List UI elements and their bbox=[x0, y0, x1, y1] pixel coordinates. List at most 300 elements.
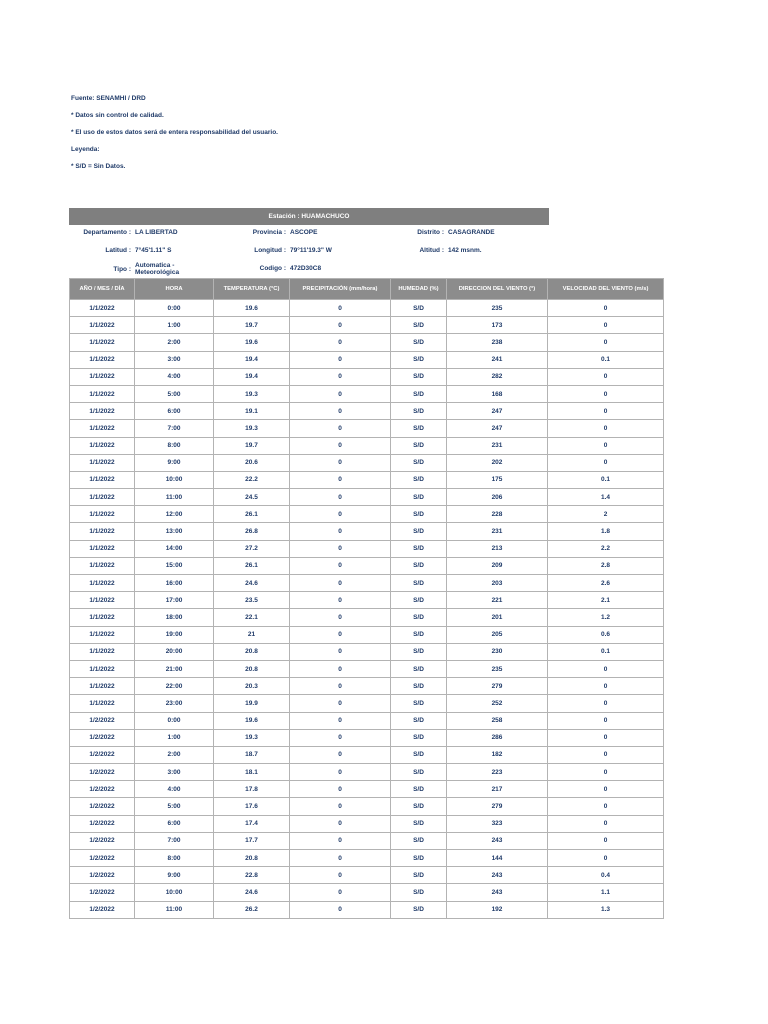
table-row bbox=[70, 420, 664, 437]
cell-humidity: S/D bbox=[391, 901, 447, 918]
cell-hour: 14:00 bbox=[135, 540, 214, 557]
distrito-value: CASAGRANDE bbox=[448, 229, 495, 236]
cell-precipitation: 0 bbox=[290, 867, 391, 884]
cell-precipitation: 0 bbox=[290, 850, 391, 867]
longitud-value: 79°11'19.3" W bbox=[290, 247, 332, 254]
cell-date: 1/2/2022 bbox=[70, 815, 135, 832]
cell-wind-direction: 223 bbox=[447, 764, 548, 781]
table-row bbox=[70, 660, 664, 677]
table-row bbox=[70, 403, 664, 420]
cell-precipitation: 0 bbox=[290, 351, 391, 368]
cell-humidity: S/D bbox=[391, 437, 447, 454]
cell-wind-speed: 0 bbox=[548, 815, 664, 832]
cell-precipitation: 0 bbox=[290, 695, 391, 712]
table-row bbox=[70, 609, 664, 626]
cell-temperature: 19.7 bbox=[214, 437, 290, 454]
cell-wind-speed: 0 bbox=[548, 798, 664, 815]
cell-temperature: 21 bbox=[214, 626, 290, 643]
cell-hour: 23:00 bbox=[135, 695, 214, 712]
cell-humidity: S/D bbox=[391, 351, 447, 368]
cell-precipitation: 0 bbox=[290, 437, 391, 454]
cell-temperature: 19.3 bbox=[214, 385, 290, 402]
cell-wind-speed: 0.1 bbox=[548, 643, 664, 660]
cell-wind-speed: 0 bbox=[548, 764, 664, 781]
cell-precipitation: 0 bbox=[290, 489, 391, 506]
cell-date: 1/2/2022 bbox=[70, 901, 135, 918]
cell-date: 1/1/2022 bbox=[70, 660, 135, 677]
cell-wind-speed: 0 bbox=[548, 437, 664, 454]
cell-humidity: S/D bbox=[391, 643, 447, 660]
latitud-value: 7°45'1.11" S bbox=[135, 247, 172, 254]
cell-wind-direction: 243 bbox=[447, 832, 548, 849]
cell-hour: 19:00 bbox=[135, 626, 214, 643]
cell-date: 1/1/2022 bbox=[70, 454, 135, 471]
table-row bbox=[70, 901, 664, 918]
cell-precipitation: 0 bbox=[290, 368, 391, 385]
cell-precipitation: 0 bbox=[290, 317, 391, 334]
table-row bbox=[70, 557, 664, 574]
cell-humidity: S/D bbox=[391, 695, 447, 712]
cell-date: 1/1/2022 bbox=[70, 300, 135, 317]
table-row bbox=[70, 746, 664, 763]
cell-wind-direction: 238 bbox=[447, 334, 548, 351]
table-row bbox=[70, 540, 664, 557]
cell-temperature: 20.8 bbox=[214, 660, 290, 677]
cell-hour: 6:00 bbox=[135, 815, 214, 832]
cell-humidity: S/D bbox=[391, 523, 447, 540]
cell-temperature: 20.8 bbox=[214, 850, 290, 867]
table-row bbox=[70, 592, 664, 609]
departamento-field bbox=[69, 229, 178, 236]
cell-precipitation: 0 bbox=[290, 557, 391, 574]
cell-precipitation: 0 bbox=[290, 815, 391, 832]
latitud-label: Latitud : bbox=[105, 247, 131, 255]
cell-hour: 22:00 bbox=[135, 678, 214, 695]
cell-humidity: S/D bbox=[391, 540, 447, 557]
cell-date: 1/1/2022 bbox=[70, 489, 135, 506]
cell-wind-direction: 217 bbox=[447, 781, 548, 798]
cell-hour: 1:00 bbox=[135, 729, 214, 746]
cell-hour: 18:00 bbox=[135, 609, 214, 626]
cell-wind-speed: 1.2 bbox=[548, 609, 664, 626]
cell-wind-speed: 0 bbox=[548, 695, 664, 712]
cell-precipitation: 0 bbox=[290, 506, 391, 523]
cell-date: 1/1/2022 bbox=[70, 420, 135, 437]
cell-humidity: S/D bbox=[391, 850, 447, 867]
cell-wind-speed: 0 bbox=[548, 385, 664, 402]
cell-humidity: S/D bbox=[391, 317, 447, 334]
codigo-label: Codigo : bbox=[259, 265, 286, 273]
cell-date: 1/2/2022 bbox=[70, 781, 135, 798]
legend-item: * S/D = Sin Datos. bbox=[71, 163, 126, 170]
cell-wind-direction: 209 bbox=[447, 557, 548, 574]
longitud-field bbox=[219, 247, 332, 254]
cell-hour: 5:00 bbox=[135, 798, 214, 815]
cell-wind-direction: 323 bbox=[447, 815, 548, 832]
cell-humidity: S/D bbox=[391, 454, 447, 471]
cell-temperature: 24.6 bbox=[214, 575, 290, 592]
cell-wind-direction: 235 bbox=[447, 300, 548, 317]
cell-wind-direction: 202 bbox=[447, 454, 548, 471]
table-row bbox=[70, 643, 664, 660]
cell-precipitation: 0 bbox=[290, 729, 391, 746]
altitud-value: 142 msnm. bbox=[448, 247, 482, 254]
header-wind-direction: DIRECCION DEL VIENTO (°) bbox=[447, 279, 548, 300]
cell-precipitation: 0 bbox=[290, 901, 391, 918]
cell-date: 1/1/2022 bbox=[70, 609, 135, 626]
cell-humidity: S/D bbox=[391, 575, 447, 592]
cell-humidity: S/D bbox=[391, 403, 447, 420]
cell-temperature: 26.8 bbox=[214, 523, 290, 540]
header-date: AÑO / MES / DÍA bbox=[70, 279, 135, 300]
cell-hour: 4:00 bbox=[135, 781, 214, 798]
tipo-field bbox=[69, 262, 179, 276]
cell-hour: 3:00 bbox=[135, 351, 214, 368]
cell-date: 1/1/2022 bbox=[70, 506, 135, 523]
cell-precipitation: 0 bbox=[290, 626, 391, 643]
quality-note: * Datos sin control de calidad. bbox=[71, 112, 164, 119]
cell-precipitation: 0 bbox=[290, 678, 391, 695]
cell-precipitation: 0 bbox=[290, 832, 391, 849]
cell-temperature: 22.8 bbox=[214, 867, 290, 884]
altitud-label: Altitud : bbox=[419, 247, 444, 255]
cell-humidity: S/D bbox=[391, 867, 447, 884]
cell-wind-direction: 173 bbox=[447, 317, 548, 334]
cell-temperature: 19.1 bbox=[214, 403, 290, 420]
cell-hour: 4:00 bbox=[135, 368, 214, 385]
cell-hour: 21:00 bbox=[135, 660, 214, 677]
header-temperature: TEMPERATURA (°C) bbox=[214, 279, 290, 300]
cell-hour: 7:00 bbox=[135, 420, 214, 437]
table-row bbox=[70, 815, 664, 832]
cell-date: 1/1/2022 bbox=[70, 626, 135, 643]
table-row bbox=[70, 764, 664, 781]
cell-date: 1/1/2022 bbox=[70, 523, 135, 540]
cell-wind-speed: 0 bbox=[548, 317, 664, 334]
cell-wind-speed: 0 bbox=[548, 403, 664, 420]
table-row bbox=[70, 850, 664, 867]
cell-date: 1/1/2022 bbox=[70, 368, 135, 385]
table-row bbox=[70, 798, 664, 815]
cell-humidity: S/D bbox=[391, 660, 447, 677]
cell-wind-speed: 0.1 bbox=[548, 351, 664, 368]
cell-wind-speed: 0 bbox=[548, 850, 664, 867]
cell-date: 1/2/2022 bbox=[70, 884, 135, 901]
cell-wind-speed: 0 bbox=[548, 420, 664, 437]
cell-hour: 0:00 bbox=[135, 712, 214, 729]
table-row bbox=[70, 385, 664, 402]
cell-wind-direction: 205 bbox=[447, 626, 548, 643]
cell-hour: 20:00 bbox=[135, 643, 214, 660]
cell-wind-direction: 228 bbox=[447, 506, 548, 523]
cell-wind-speed: 0 bbox=[548, 678, 664, 695]
cell-wind-direction: 279 bbox=[447, 678, 548, 695]
cell-date: 1/1/2022 bbox=[70, 592, 135, 609]
cell-date: 1/1/2022 bbox=[70, 334, 135, 351]
cell-date: 1/1/2022 bbox=[70, 695, 135, 712]
cell-humidity: S/D bbox=[391, 815, 447, 832]
cell-date: 1/2/2022 bbox=[70, 867, 135, 884]
cell-wind-speed: 2.6 bbox=[548, 575, 664, 592]
cell-wind-direction: 279 bbox=[447, 798, 548, 815]
table-row bbox=[70, 454, 664, 471]
table-row bbox=[70, 575, 664, 592]
table-row bbox=[70, 317, 664, 334]
cell-wind-speed: 0 bbox=[548, 832, 664, 849]
header-precipitation: PRECIPITACIÓN (mm/hora) bbox=[290, 279, 391, 300]
cell-temperature: 17.6 bbox=[214, 798, 290, 815]
cell-date: 1/2/2022 bbox=[70, 764, 135, 781]
tipo-value-line2: Meteorológica bbox=[135, 269, 180, 276]
cell-humidity: S/D bbox=[391, 471, 447, 488]
cell-date: 1/2/2022 bbox=[70, 798, 135, 815]
cell-hour: 3:00 bbox=[135, 764, 214, 781]
cell-temperature: 19.6 bbox=[214, 334, 290, 351]
cell-temperature: 27.2 bbox=[214, 540, 290, 557]
cell-hour: 0:00 bbox=[135, 300, 214, 317]
cell-wind-direction: 286 bbox=[447, 729, 548, 746]
cell-humidity: S/D bbox=[391, 489, 447, 506]
table-row bbox=[70, 781, 664, 798]
departamento-value: LA LIBERTAD bbox=[135, 229, 178, 236]
cell-precipitation: 0 bbox=[290, 764, 391, 781]
cell-precipitation: 0 bbox=[290, 385, 391, 402]
table-row bbox=[70, 712, 664, 729]
table-row bbox=[70, 626, 664, 643]
cell-precipitation: 0 bbox=[290, 575, 391, 592]
weather-data-table bbox=[69, 278, 664, 919]
cell-wind-speed: 0.1 bbox=[548, 471, 664, 488]
cell-temperature: 19.9 bbox=[214, 695, 290, 712]
cell-temperature: 19.6 bbox=[214, 300, 290, 317]
cell-wind-speed: 1.4 bbox=[548, 489, 664, 506]
cell-precipitation: 0 bbox=[290, 884, 391, 901]
table-row bbox=[70, 506, 664, 523]
cell-date: 1/1/2022 bbox=[70, 317, 135, 334]
cell-temperature: 17.7 bbox=[214, 832, 290, 849]
responsibility-note: * El uso de estos datos será de entera responsabilidad del usuario. bbox=[71, 129, 278, 136]
cell-temperature: 22.1 bbox=[214, 609, 290, 626]
cell-date: 1/2/2022 bbox=[70, 850, 135, 867]
cell-wind-direction: 168 bbox=[447, 385, 548, 402]
cell-hour: 10:00 bbox=[135, 471, 214, 488]
cell-precipitation: 0 bbox=[290, 420, 391, 437]
table-row bbox=[70, 471, 664, 488]
table-row bbox=[70, 695, 664, 712]
cell-temperature: 17.8 bbox=[214, 781, 290, 798]
cell-precipitation: 0 bbox=[290, 781, 391, 798]
cell-precipitation: 0 bbox=[290, 540, 391, 557]
cell-hour: 5:00 bbox=[135, 385, 214, 402]
cell-wind-speed: 0 bbox=[548, 781, 664, 798]
cell-wind-speed: 2.2 bbox=[548, 540, 664, 557]
cell-wind-direction: 201 bbox=[447, 609, 548, 626]
cell-temperature: 20.6 bbox=[214, 454, 290, 471]
cell-temperature: 26.1 bbox=[214, 557, 290, 574]
cell-date: 1/1/2022 bbox=[70, 575, 135, 592]
altitud-field bbox=[379, 247, 482, 254]
cell-date: 1/1/2022 bbox=[70, 385, 135, 402]
cell-hour: 13:00 bbox=[135, 523, 214, 540]
codigo-field bbox=[219, 265, 321, 272]
cell-humidity: S/D bbox=[391, 626, 447, 643]
station-metadata bbox=[69, 225, 549, 278]
cell-temperature: 24.5 bbox=[214, 489, 290, 506]
cell-temperature: 26.2 bbox=[214, 901, 290, 918]
header-wind-speed: VELOCIDAD DEL VIENTO (m/s) bbox=[548, 279, 664, 300]
cell-wind-speed: 2 bbox=[548, 506, 664, 523]
cell-precipitation: 0 bbox=[290, 471, 391, 488]
cell-temperature: 26.1 bbox=[214, 506, 290, 523]
table-row bbox=[70, 368, 664, 385]
cell-humidity: S/D bbox=[391, 798, 447, 815]
cell-wind-speed: 0 bbox=[548, 660, 664, 677]
table-row bbox=[70, 437, 664, 454]
cell-wind-speed: 0 bbox=[548, 746, 664, 763]
cell-humidity: S/D bbox=[391, 385, 447, 402]
cell-temperature: 24.6 bbox=[214, 884, 290, 901]
station-title: Estación : HUAMACHUCO bbox=[268, 213, 350, 220]
cell-temperature: 19.6 bbox=[214, 712, 290, 729]
cell-precipitation: 0 bbox=[290, 660, 391, 677]
cell-wind-direction: 192 bbox=[447, 901, 548, 918]
cell-temperature: 19.3 bbox=[214, 729, 290, 746]
provincia-value: ASCOPE bbox=[290, 229, 318, 236]
cell-wind-speed: 0.6 bbox=[548, 626, 664, 643]
cell-humidity: S/D bbox=[391, 746, 447, 763]
cell-hour: 11:00 bbox=[135, 901, 214, 918]
cell-hour: 11:00 bbox=[135, 489, 214, 506]
cell-wind-speed: 1.1 bbox=[548, 884, 664, 901]
longitud-label: Longitud : bbox=[254, 247, 286, 255]
cell-wind-speed: 0 bbox=[548, 454, 664, 471]
cell-wind-speed: 0.4 bbox=[548, 867, 664, 884]
cell-wind-direction: 175 bbox=[447, 471, 548, 488]
cell-humidity: S/D bbox=[391, 832, 447, 849]
cell-wind-speed: 1.8 bbox=[548, 523, 664, 540]
cell-wind-direction: 243 bbox=[447, 884, 548, 901]
cell-hour: 8:00 bbox=[135, 437, 214, 454]
cell-hour: 7:00 bbox=[135, 832, 214, 849]
cell-date: 1/1/2022 bbox=[70, 351, 135, 368]
table-row bbox=[70, 832, 664, 849]
cell-hour: 9:00 bbox=[135, 867, 214, 884]
cell-wind-speed: 2.1 bbox=[548, 592, 664, 609]
cell-precipitation: 0 bbox=[290, 712, 391, 729]
cell-wind-direction: 252 bbox=[447, 695, 548, 712]
cell-precipitation: 0 bbox=[290, 403, 391, 420]
cell-precipitation: 0 bbox=[290, 592, 391, 609]
cell-hour: 8:00 bbox=[135, 850, 214, 867]
cell-wind-speed: 2.8 bbox=[548, 557, 664, 574]
cell-temperature: 22.2 bbox=[214, 471, 290, 488]
table-row bbox=[70, 729, 664, 746]
cell-precipitation: 0 bbox=[290, 523, 391, 540]
cell-wind-direction: 206 bbox=[447, 489, 548, 506]
cell-temperature: 20.3 bbox=[214, 678, 290, 695]
tipo-value-line1: Automatica - bbox=[135, 262, 175, 269]
provincia-label: Provincia : bbox=[252, 229, 286, 237]
cell-date: 1/1/2022 bbox=[70, 403, 135, 420]
cell-precipitation: 0 bbox=[290, 334, 391, 351]
latitud-field bbox=[69, 247, 172, 254]
tipo-label: Tipo : bbox=[113, 265, 131, 273]
cell-precipitation: 0 bbox=[290, 798, 391, 815]
station-title-bar bbox=[69, 208, 549, 225]
table-row bbox=[70, 300, 664, 317]
cell-temperature: 20.8 bbox=[214, 643, 290, 660]
cell-humidity: S/D bbox=[391, 334, 447, 351]
table-row bbox=[70, 351, 664, 368]
cell-hour: 10:00 bbox=[135, 884, 214, 901]
cell-humidity: S/D bbox=[391, 678, 447, 695]
table-header-row bbox=[70, 279, 664, 300]
cell-humidity: S/D bbox=[391, 729, 447, 746]
notes-section bbox=[71, 94, 571, 179]
cell-precipitation: 0 bbox=[290, 609, 391, 626]
cell-wind-speed: 0 bbox=[548, 729, 664, 746]
cell-hour: 12:00 bbox=[135, 506, 214, 523]
cell-date: 1/1/2022 bbox=[70, 437, 135, 454]
provincia-field bbox=[219, 229, 317, 236]
cell-temperature: 17.4 bbox=[214, 815, 290, 832]
cell-hour: 6:00 bbox=[135, 403, 214, 420]
cell-wind-direction: 247 bbox=[447, 403, 548, 420]
cell-date: 1/2/2022 bbox=[70, 712, 135, 729]
cell-date: 1/2/2022 bbox=[70, 832, 135, 849]
cell-date: 1/1/2022 bbox=[70, 643, 135, 660]
cell-date: 1/1/2022 bbox=[70, 540, 135, 557]
cell-humidity: S/D bbox=[391, 592, 447, 609]
cell-wind-direction: 235 bbox=[447, 660, 548, 677]
cell-wind-speed: 0 bbox=[548, 300, 664, 317]
cell-precipitation: 0 bbox=[290, 746, 391, 763]
cell-wind-direction: 231 bbox=[447, 437, 548, 454]
cell-date: 1/2/2022 bbox=[70, 729, 135, 746]
cell-humidity: S/D bbox=[391, 368, 447, 385]
distrito-field bbox=[379, 229, 495, 236]
cell-wind-direction: 231 bbox=[447, 523, 548, 540]
table-body bbox=[70, 300, 664, 919]
cell-date: 1/1/2022 bbox=[70, 678, 135, 695]
cell-wind-direction: 258 bbox=[447, 712, 548, 729]
cell-temperature: 18.7 bbox=[214, 746, 290, 763]
cell-humidity: S/D bbox=[391, 300, 447, 317]
codigo-value: 472D30C8 bbox=[290, 265, 322, 272]
departamento-label: Departamento : bbox=[83, 229, 131, 237]
table-row bbox=[70, 678, 664, 695]
cell-precipitation: 0 bbox=[290, 300, 391, 317]
legend-heading: Leyenda: bbox=[71, 146, 100, 153]
cell-humidity: S/D bbox=[391, 609, 447, 626]
cell-wind-speed: 1.3 bbox=[548, 901, 664, 918]
cell-hour: 17:00 bbox=[135, 592, 214, 609]
cell-wind-direction: 182 bbox=[447, 746, 548, 763]
cell-humidity: S/D bbox=[391, 557, 447, 574]
cell-temperature: 19.3 bbox=[214, 420, 290, 437]
cell-wind-direction: 221 bbox=[447, 592, 548, 609]
cell-wind-direction: 282 bbox=[447, 368, 548, 385]
cell-humidity: S/D bbox=[391, 712, 447, 729]
cell-precipitation: 0 bbox=[290, 643, 391, 660]
cell-wind-speed: 0 bbox=[548, 712, 664, 729]
distrito-label: Distrito : bbox=[417, 229, 444, 237]
table-row bbox=[70, 523, 664, 540]
cell-humidity: S/D bbox=[391, 506, 447, 523]
table-row bbox=[70, 884, 664, 901]
cell-wind-direction: 243 bbox=[447, 867, 548, 884]
cell-wind-speed: 0 bbox=[548, 368, 664, 385]
